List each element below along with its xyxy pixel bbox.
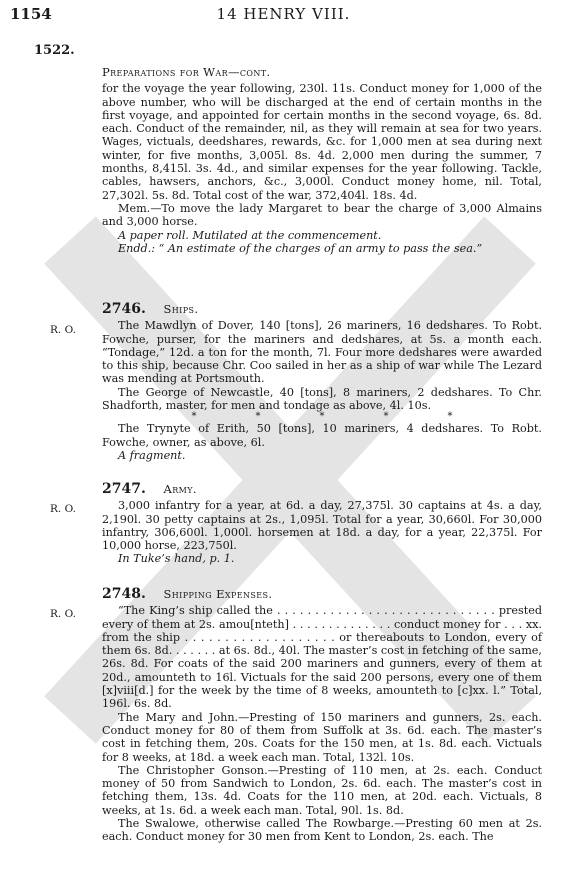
- star: *: [319, 411, 325, 423]
- star: *: [191, 411, 197, 423]
- body-paragraph: “The King’s ship called the . . . . . . . . . . . . . . . . . . . . . . . . . . . . . prested every of them at 2s. amou[nteth] . . . . . . . . . . . . . . conduct money for . . . xx. from the ship . . . . . . . . . . . . . . . . . . . or thereabouts to London, every of them 6s. 8d. . . . . . . at 6s. 8d., 40l. The master’s cost in fetching of the same, 26s. 8d. For coats of the said 200 mariners and gunners, every of them at 20d., amounteth to 16l. Victuals for the said 200 persons, every one of them [x]viii[d.] for the week by the time of 8 weeks, amounteth to [c]xx. l.” Total, 196l. 6s. 8d.: [102, 604, 542, 711]
- body-paragraph: The Trynyte of Erith, 50 [tons], 10 mariners, 4 dedshares. To Robt. Fowche, owner, as above, 6l.: [102, 422, 542, 449]
- entry-2748: [102, 588, 542, 844]
- year-label: 1522.: [34, 43, 75, 58]
- entry-2747: [102, 483, 542, 566]
- running-title: 14 HENRY VIII.: [216, 5, 351, 23]
- star: *: [447, 411, 453, 423]
- body-paragraph: The Swalowe, otherwise called The Rowbarge.—Presting 60 men at 2s. each. Conduct money for 30 men from Kent to London, 2s. each. The: [102, 817, 542, 844]
- entry-2746: [102, 303, 542, 462]
- entry-title: Army.: [163, 482, 197, 496]
- entry-number: 2747.: [102, 481, 146, 497]
- body-paragraph: The Christopher Gonson.—Presting of 110 men, at 2s. each. Conduct money of 50 from Sandwich to London, 2s. 6d. each. The master’s cost in fetching them, 13s. 4d. Coats for the 110 men, at 20d. each. Victuals, 8 weeks, at 1s. 6d. a week each man. Total, 90l. 1s. 8d.: [102, 763, 542, 817]
- section-heading: Preparations for War—cont.: [102, 65, 271, 79]
- body-paragraph: The Mary and John.—Presting of 150 mariners and gunners, 2s. each. Conduct money for 80 of them from Suffolk at 3s. 6d. each. The master’s cost in fetching them, 20s. Coats for the 150 men, at 1s. 8d. each. Victuals for 8 weeks, at 18d. a week each man. Total, 132l. 10s.: [102, 710, 542, 764]
- source-note: A fragment.: [118, 448, 186, 462]
- star: *: [383, 411, 389, 423]
- body-paragraph: 3,000 infantry for a year, at 6d. a day, 27,375l. 30 captains at 4s. a day, 2,190l. 30 petty captains at 2s., 1,095l. Total for a year, 30,660l. For 30,000 infantry, 306,600l. 1,000l. horsemen at 18d. a day, for a year, 22,375l. For 10,000 horse, 223,750l.: [102, 499, 542, 553]
- entry-title: Ships.: [163, 302, 199, 316]
- memo-paragraph: Mem.—To move the lady Margaret to bear the charge of 3,000 Almains and 3,000 horse.: [102, 201, 542, 229]
- margin-source: R. O.: [50, 324, 76, 336]
- endorsement-note: Endd.: “ An estimate of the charges of an army to pass the sea.”: [118, 241, 483, 255]
- entry-title: Shipping Expenses.: [163, 587, 273, 601]
- star: *: [255, 411, 261, 423]
- margin-source: R. O.: [50, 608, 76, 620]
- section-preparations: [102, 66, 542, 255]
- margin-source: R. O.: [50, 503, 76, 515]
- body-paragraph: The Mawdlyn of Dover, 140 [tons], 26 mariners, 16 dedshares. To Robt. Fowche, purser, for the mariners and dedshares, at 5s. a month each. “Tondage,” 12d. a ton for the month, 7l. Four more dedshares were awarded to this ship, because Chr. Coo sailed in her as a ship of war while The Lezard was mending at Portsmouth.: [102, 319, 542, 386]
- body-paragraph: The George of Newcastle, 40 [tons], 8 mariners, 2 dedshares. To Chr. Shadforth, master, for men and tondage as above, 4l. 10s.: [102, 385, 542, 413]
- body-paragraph: for the voyage the year following, 230l. 11s. Conduct money for 1,000 of the above number, who will be discharged at the end of certain months in the first voyage, and appointed for certain months in the second voyage, 6s. 8d. each. Conduct of the remainder, nil, as they will remain at sea for two years. Wages, victuals, deedshares, rewards, &c. for 1,000 men at sea during next winter, for five months, 3,005l. 8s. 4d. 2,000 men during the summer, 7 months, 8,415l. 3s. 4d., and similar expenses for the year following. Tackle, cables, hawsers, anchors, &c., 3,000l. Conduct money home, nil. Total, 27,302l. 5s. 8d. Total cost of the war, 372,404l. 18s. 4d.: [102, 82, 542, 202]
- source-note: A paper roll. Mutilated at the commencement.: [118, 228, 382, 242]
- running-header: [0, 5, 567, 28]
- entry-number: 2748.: [102, 586, 146, 602]
- page-number: 1154: [10, 5, 52, 23]
- source-note: In Tuke’s hand, p. 1.: [118, 552, 235, 566]
- entry-number: 2746.: [102, 301, 146, 317]
- omission-stars: [102, 412, 542, 422]
